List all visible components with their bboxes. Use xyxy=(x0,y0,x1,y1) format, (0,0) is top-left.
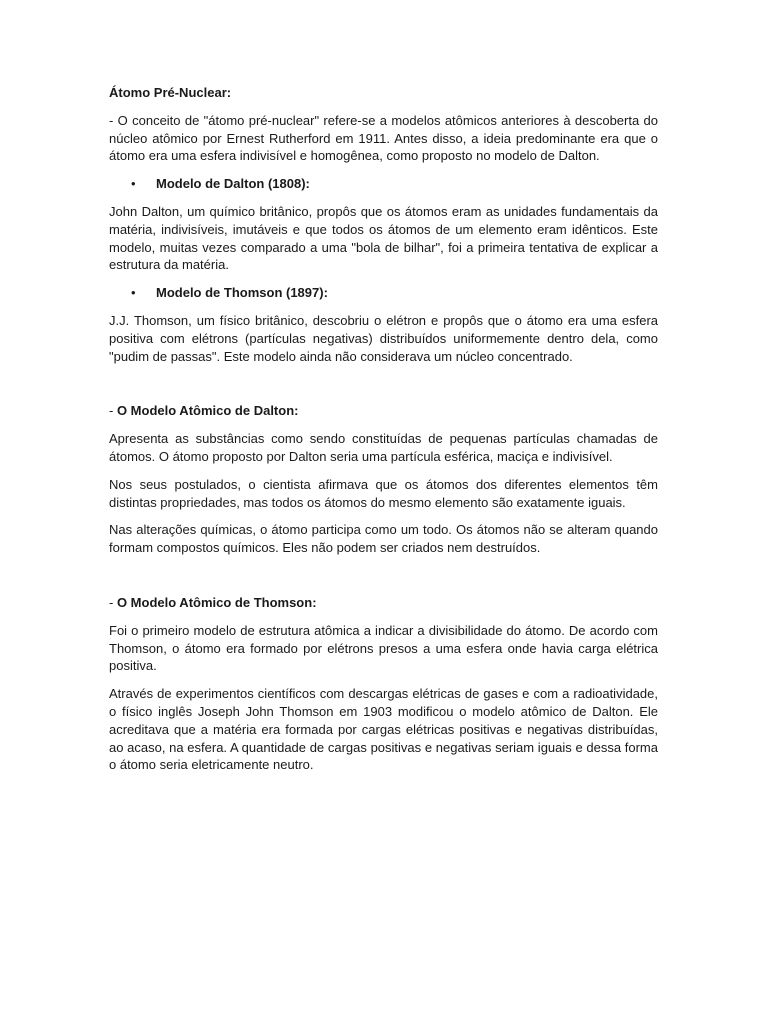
document-page xyxy=(109,84,658,784)
bullet-dot-icon: • xyxy=(131,285,136,301)
spacer xyxy=(109,375,658,402)
section-title-text: O Modelo Atômico de Thomson: xyxy=(116,594,317,610)
intro-paragraph: - O conceito de "átomo pré-nuclear" refere-se a modelos atômicos anteriores à descoberta do núcleo atômico por Ernest Rutherford em 1911. Antes disso, a ideia predominante era que o átomo era uma esfera indivisível e homogênea, como proposto no modelo de Dalton. xyxy=(109,112,658,164)
section-dash: - xyxy=(109,403,117,419)
section-title-thomson xyxy=(109,594,658,612)
section-paragraph: Foi o primeiro modelo de estrutura atômica a indicar a divisibilidade do átomo. De acordo com Thomson, o átomo era formado por elétrons presos a uma esfera onde havia carga elétrica positiva. xyxy=(109,622,658,674)
section-paragraph: Nos seus postulados, o cientista afirmava que os átomos dos diferentes elementos têm distintas propriedades, mas todos os átomos do mesmo elemento são exatamente iguais. xyxy=(109,476,658,510)
bullet-thomson xyxy=(109,284,658,302)
section-paragraph: Nas alterações químicas, o átomo participa como um todo. Os átomos não se alteram quando formam compostos químicos. Eles não podem ser criados nem destruídos. xyxy=(109,522,658,556)
dalton-summary-paragraph: John Dalton, um químico britânico, propôs que os átomos eram as unidades fundamentais da matéria, indivisíveis, imutáveis e que todos os átomos de um elemento eram idênticos. Este modelo, muitas vezes comparado a uma "bola de bilhar", foi a primeira tentativa de explicar a estrutura da matéria. xyxy=(109,203,658,273)
document-heading: Átomo Pré-Nuclear: xyxy=(109,85,232,100)
bullet-label: Modelo de Thomson (1897): xyxy=(156,285,328,301)
section-dash: - xyxy=(109,594,117,610)
section-title-dalton xyxy=(109,402,658,420)
bullet-dalton xyxy=(109,175,658,193)
section-paragraph: Através de experimentos científicos com descargas elétricas de gases e com a radioatividade, o físico inglês Joseph John Thomson em 1903 modificou o modelo atômico de Dalton. Ele acreditava que a matéria era formada por cargas elétricas positivas e negativas distribuídas, ao acaso, na esfera. A quantidade de cargas positivas e negativas seriam iguais e dessa forma o átomo seria eletricamente neutro. xyxy=(109,686,658,773)
thomson-summary-paragraph: J.J. Thomson, um físico britânico, descobriu o elétron e propôs que o átomo era uma esfera positiva com elétrons (partículas negativas) distribuídos uniformemente dentro dela, como "pudim de passas". Este modelo ainda não considerava um núcleo concentrado. xyxy=(109,312,658,364)
spacer xyxy=(109,567,658,594)
bullet-dot-icon: • xyxy=(131,176,136,192)
section-title-text: O Modelo Atômico de Dalton: xyxy=(116,403,299,419)
section-paragraph: Apresenta as substâncias como sendo constituídas de pequenas partículas chamadas de átomos. O átomo proposto por Dalton seria uma partícula esférica, maciça e indivisível. xyxy=(109,431,658,464)
bullet-label: Modelo de Dalton (1808): xyxy=(156,176,310,192)
